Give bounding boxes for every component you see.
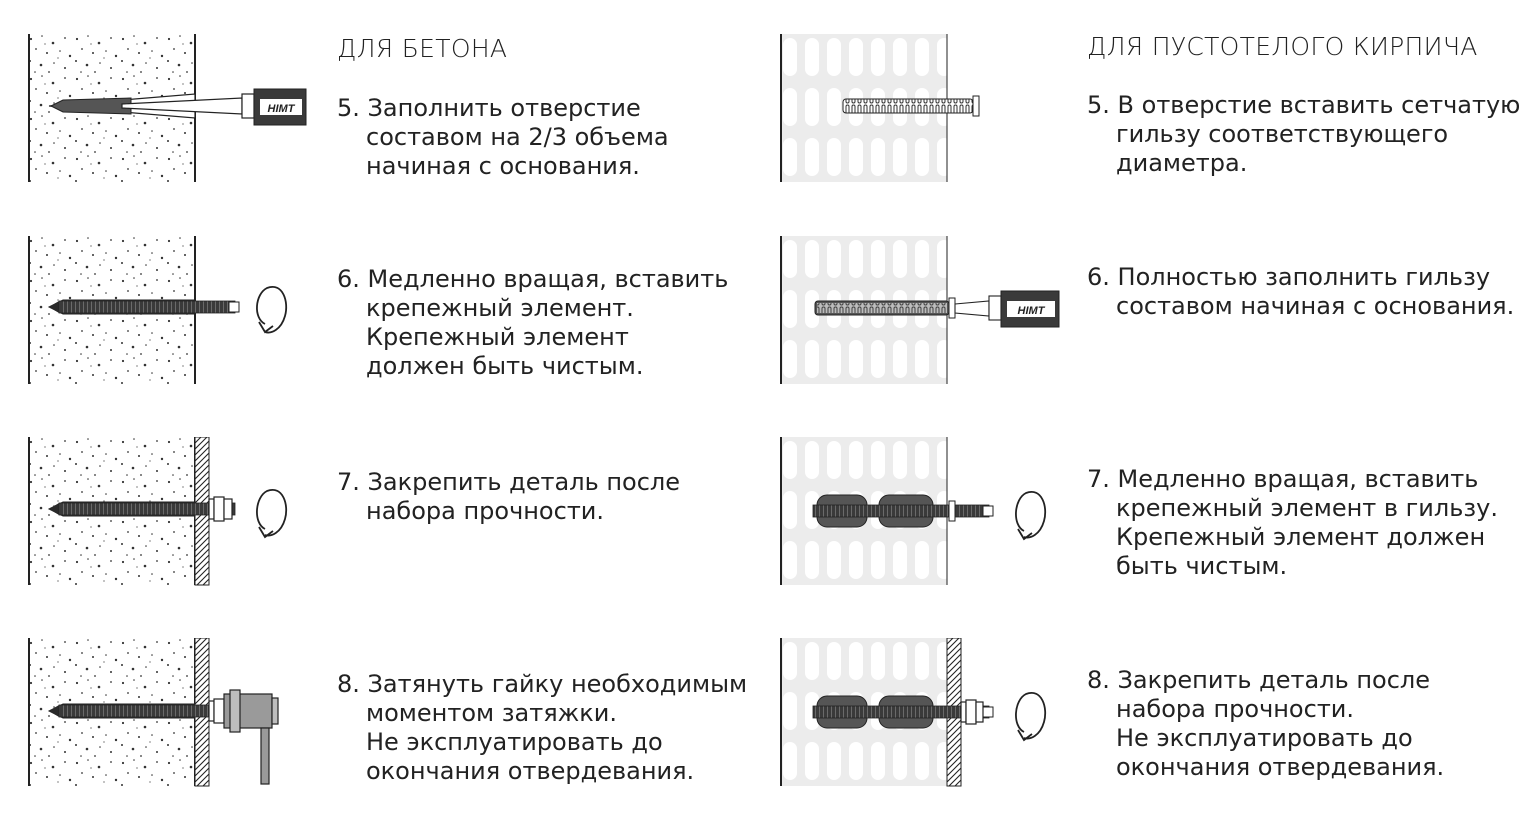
concrete-step-6 bbox=[337, 265, 728, 381]
brick-step-8-illustration bbox=[779, 638, 1079, 788]
brand-label: HIMT bbox=[1017, 305, 1045, 317]
concrete-step-7 bbox=[337, 468, 680, 526]
step-line: набора прочности. bbox=[366, 497, 605, 525]
concrete-step-5 bbox=[337, 94, 669, 181]
step-line: Закрепить деталь после bbox=[367, 468, 681, 496]
mesh-sleeve-icon bbox=[843, 96, 979, 116]
step-line: составом начиная с основания. bbox=[1116, 292, 1515, 320]
step-number: 6. bbox=[337, 265, 360, 293]
step-line: окончания отвердевания. bbox=[366, 757, 695, 785]
rotate-icon bbox=[1016, 693, 1045, 740]
threaded-rod-icon bbox=[49, 705, 227, 717]
step-line: гильзу соответствующего bbox=[1116, 120, 1449, 148]
step-line: Не эксплуатировать до bbox=[366, 728, 663, 756]
step-line: крепежный элемент. bbox=[366, 294, 634, 322]
step-line: Заполнить отверстие bbox=[367, 94, 641, 122]
brick-step-6-illustration bbox=[779, 236, 1079, 386]
step-number: 7. bbox=[337, 468, 360, 496]
step-line: окончания отвердевания. bbox=[1116, 753, 1445, 781]
brick-step-5 bbox=[1087, 91, 1520, 178]
step-line: Крепежный элемент должен bbox=[1116, 523, 1486, 551]
brick-step-8 bbox=[1087, 666, 1444, 782]
concrete-step-8 bbox=[337, 670, 747, 786]
step-line: моментом затяжки. bbox=[366, 699, 617, 727]
step-line: Затянуть гайку необходимым bbox=[367, 670, 748, 698]
concrete-step-5-illustration bbox=[27, 34, 317, 184]
concrete-heading: ДЛЯ БЕТОНА bbox=[337, 34, 508, 63]
brand-label: HIMT bbox=[267, 103, 295, 115]
brick-step-7-illustration bbox=[779, 437, 1079, 587]
step-line: составом на 2/3 объема bbox=[366, 123, 669, 151]
step-line: Медленно вращая, вставить bbox=[367, 265, 729, 293]
step-line: быть чистым. bbox=[1116, 552, 1288, 580]
step-line: Не эксплуатировать до bbox=[1116, 724, 1413, 752]
step-line: крепежный элемент в гильзу. bbox=[1116, 494, 1498, 522]
torque-wrench-icon bbox=[224, 690, 278, 784]
concrete-step-8-illustration bbox=[27, 638, 317, 788]
nut-icon bbox=[209, 699, 224, 723]
threaded-rod-icon bbox=[49, 301, 239, 313]
step-number: 8. bbox=[337, 670, 360, 698]
hollow-brick-heading: ДЛЯ ПУСТОТЕЛОГО КИРПИЧА bbox=[1087, 32, 1478, 61]
step-line: Медленно вращая, вставить bbox=[1117, 465, 1479, 493]
step-line: диаметра. bbox=[1116, 149, 1248, 177]
rotate-icon bbox=[1016, 492, 1045, 539]
step-line: начиная с основания. bbox=[366, 152, 640, 180]
rotate-icon bbox=[257, 287, 286, 333]
step-line: Крепежный элемент bbox=[366, 323, 629, 351]
step-line: Закрепить деталь после bbox=[1117, 666, 1431, 694]
step-number: 5. bbox=[1087, 91, 1110, 119]
mesh-sleeve-icon bbox=[815, 298, 955, 318]
nut-icon bbox=[209, 497, 232, 521]
step-line: должен быть чистым. bbox=[366, 352, 644, 380]
brick-step-6 bbox=[1087, 263, 1514, 321]
nut-icon bbox=[961, 700, 983, 724]
brick-step-7 bbox=[1087, 465, 1498, 581]
cartridge-icon bbox=[1001, 291, 1059, 327]
step-number: 5. bbox=[337, 94, 360, 122]
step-number: 7. bbox=[1087, 465, 1110, 493]
step-line: В отверстие вставить сетчатую bbox=[1117, 91, 1521, 119]
concrete-step-6-illustration bbox=[27, 236, 317, 386]
threaded-rod-icon bbox=[49, 503, 235, 515]
step-number: 8. bbox=[1087, 666, 1110, 694]
step-line: набора прочности. bbox=[1116, 695, 1355, 723]
cartridge-icon bbox=[254, 89, 306, 125]
step-number: 6. bbox=[1087, 263, 1110, 291]
brick-step-5-illustration bbox=[779, 34, 1079, 184]
concrete-step-7-illustration bbox=[27, 437, 317, 587]
rotate-icon bbox=[257, 490, 286, 537]
step-line: Полностью заполнить гильзу bbox=[1117, 263, 1491, 291]
